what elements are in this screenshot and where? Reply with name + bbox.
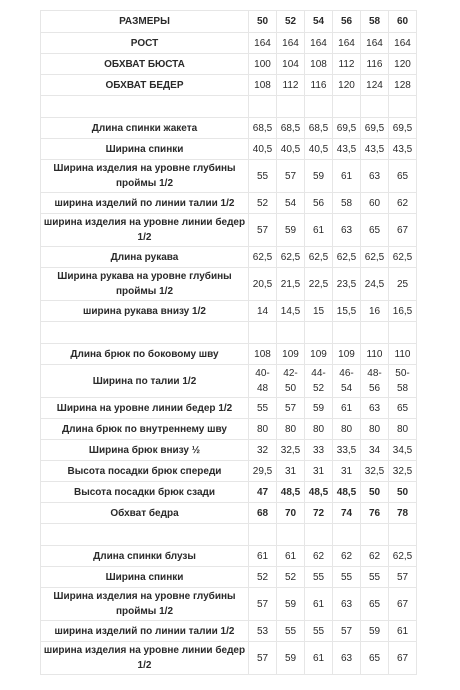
cell-value: 67 bbox=[389, 214, 417, 247]
cell-value bbox=[249, 96, 277, 118]
cell-value: 60 bbox=[361, 193, 389, 214]
table-row bbox=[41, 33, 417, 54]
row-label: Ширина брюк внизу ½ bbox=[41, 440, 249, 461]
cell-value: 69,5 bbox=[361, 118, 389, 139]
cell-value: 62,5 bbox=[305, 247, 333, 268]
cell-value: 21,5 bbox=[277, 268, 305, 301]
cell-value: 61 bbox=[305, 214, 333, 247]
table-row bbox=[41, 118, 417, 139]
row-label: Длина рукава bbox=[41, 247, 249, 268]
cell-value: 63 bbox=[361, 398, 389, 419]
cell-value: 62,5 bbox=[277, 247, 305, 268]
cell-value: 42-50 bbox=[277, 365, 305, 398]
cell-value: 14,5 bbox=[277, 301, 305, 322]
table-row bbox=[41, 621, 417, 642]
cell-value: 62 bbox=[389, 193, 417, 214]
row-label: Длина брюк по боковому шву bbox=[41, 344, 249, 365]
row-label: Ширина спинки bbox=[41, 139, 249, 160]
cell-value: 80 bbox=[277, 419, 305, 440]
cell-value: 50 bbox=[389, 482, 417, 503]
cell-value: 112 bbox=[277, 75, 305, 96]
cell-value: 164 bbox=[277, 33, 305, 54]
size-header: 54 bbox=[305, 11, 333, 33]
size-table bbox=[40, 10, 417, 675]
cell-value: 69,5 bbox=[333, 118, 361, 139]
cell-value: 65 bbox=[361, 642, 389, 675]
cell-value: 128 bbox=[389, 75, 417, 96]
cell-value: 63 bbox=[333, 214, 361, 247]
row-label: Длина спинки блузы bbox=[41, 546, 249, 567]
cell-value: 59 bbox=[277, 588, 305, 621]
cell-value bbox=[305, 524, 333, 546]
cell-value: 57 bbox=[277, 398, 305, 419]
cell-value: 62,5 bbox=[249, 247, 277, 268]
cell-value: 54 bbox=[277, 193, 305, 214]
cell-value bbox=[305, 322, 333, 344]
cell-value: 68,5 bbox=[277, 118, 305, 139]
table-row bbox=[41, 214, 417, 247]
cell-value: 43,5 bbox=[389, 139, 417, 160]
cell-value: 32 bbox=[249, 440, 277, 461]
cell-value: 47 bbox=[249, 482, 277, 503]
cell-value bbox=[277, 322, 305, 344]
cell-value: 48,5 bbox=[305, 482, 333, 503]
cell-value: 110 bbox=[361, 344, 389, 365]
table-row bbox=[41, 365, 417, 398]
cell-value: 52 bbox=[277, 567, 305, 588]
cell-value: 65 bbox=[389, 398, 417, 419]
cell-value: 24,5 bbox=[361, 268, 389, 301]
cell-value: 59 bbox=[305, 398, 333, 419]
cell-value bbox=[277, 524, 305, 546]
cell-value: 116 bbox=[361, 54, 389, 75]
cell-value: 33 bbox=[305, 440, 333, 461]
cell-value: 53 bbox=[249, 621, 277, 642]
spacer-row bbox=[41, 524, 417, 546]
row-label: Длина спинки жакета bbox=[41, 118, 249, 139]
table-row bbox=[41, 247, 417, 268]
table-row bbox=[41, 503, 417, 524]
cell-value bbox=[333, 96, 361, 118]
cell-value: 32,5 bbox=[277, 440, 305, 461]
row-label: ширина изделий по линии талии 1/2 bbox=[41, 621, 249, 642]
cell-value: 52 bbox=[249, 567, 277, 588]
row-label: ОБХВАТ БЮСТА bbox=[41, 54, 249, 75]
cell-value: 61 bbox=[305, 642, 333, 675]
cell-value: 61 bbox=[249, 546, 277, 567]
cell-value: 63 bbox=[333, 642, 361, 675]
cell-value: 59 bbox=[277, 642, 305, 675]
cell-value: 34,5 bbox=[389, 440, 417, 461]
cell-value: 62,5 bbox=[389, 247, 417, 268]
row-label: Ширина изделия на уровне глубины проймы 1/2 bbox=[41, 160, 249, 193]
cell-value bbox=[333, 322, 361, 344]
table-row bbox=[41, 482, 417, 503]
table-row bbox=[41, 301, 417, 322]
cell-value: 109 bbox=[333, 344, 361, 365]
table-row bbox=[41, 588, 417, 621]
cell-value: 63 bbox=[333, 588, 361, 621]
cell-value: 70 bbox=[277, 503, 305, 524]
cell-value bbox=[333, 524, 361, 546]
cell-value: 65 bbox=[389, 160, 417, 193]
cell-value: 40-48 bbox=[249, 365, 277, 398]
size-header: 52 bbox=[277, 11, 305, 33]
cell-value: 59 bbox=[361, 621, 389, 642]
cell-value: 164 bbox=[333, 33, 361, 54]
row-label: ОБХВАТ БЕДЕР bbox=[41, 75, 249, 96]
cell-value: 55 bbox=[249, 398, 277, 419]
cell-value bbox=[389, 322, 417, 344]
row-label bbox=[41, 524, 249, 546]
cell-value: 57 bbox=[249, 214, 277, 247]
table-row bbox=[41, 546, 417, 567]
cell-value: 61 bbox=[333, 398, 361, 419]
cell-value: 110 bbox=[389, 344, 417, 365]
cell-value: 62,5 bbox=[361, 247, 389, 268]
cell-value: 68,5 bbox=[249, 118, 277, 139]
cell-value: 108 bbox=[249, 344, 277, 365]
row-label: ширина изделия на уровне линии бедер 1/2 bbox=[41, 214, 249, 247]
cell-value: 48,5 bbox=[333, 482, 361, 503]
cell-value: 56 bbox=[305, 193, 333, 214]
row-label: Ширина на уровне линии бедер 1/2 bbox=[41, 398, 249, 419]
cell-value: 57 bbox=[333, 621, 361, 642]
row-label: РОСТ bbox=[41, 33, 249, 54]
cell-value: 34 bbox=[361, 440, 389, 461]
cell-value: 43,5 bbox=[361, 139, 389, 160]
cell-value bbox=[277, 96, 305, 118]
cell-value: 120 bbox=[389, 54, 417, 75]
row-label bbox=[41, 96, 249, 118]
cell-value: 104 bbox=[277, 54, 305, 75]
cell-value bbox=[389, 96, 417, 118]
row-label: Обхват бедра bbox=[41, 503, 249, 524]
cell-value: 62 bbox=[361, 546, 389, 567]
row-label: Высота посадки брюк спереди bbox=[41, 461, 249, 482]
cell-value: 61 bbox=[333, 160, 361, 193]
row-label: Ширина изделия на уровне глубины проймы 1/2 bbox=[41, 588, 249, 621]
cell-value: 40,5 bbox=[305, 139, 333, 160]
cell-value: 65 bbox=[361, 588, 389, 621]
table-row bbox=[41, 75, 417, 96]
cell-value bbox=[249, 322, 277, 344]
cell-value: 63 bbox=[361, 160, 389, 193]
header-row bbox=[41, 11, 417, 33]
size-header: 50 bbox=[249, 11, 277, 33]
header-label: РАЗМЕРЫ bbox=[41, 11, 249, 33]
table-row bbox=[41, 139, 417, 160]
cell-value: 109 bbox=[277, 344, 305, 365]
cell-value bbox=[249, 524, 277, 546]
table-row bbox=[41, 160, 417, 193]
size-header: 56 bbox=[333, 11, 361, 33]
cell-value: 108 bbox=[249, 75, 277, 96]
cell-value: 16,5 bbox=[389, 301, 417, 322]
cell-value: 124 bbox=[361, 75, 389, 96]
cell-value: 120 bbox=[333, 75, 361, 96]
cell-value: 55 bbox=[305, 567, 333, 588]
cell-value: 48-56 bbox=[361, 365, 389, 398]
cell-value: 31 bbox=[277, 461, 305, 482]
cell-value: 108 bbox=[305, 54, 333, 75]
cell-value: 40,5 bbox=[249, 139, 277, 160]
cell-value: 22,5 bbox=[305, 268, 333, 301]
cell-value: 20,5 bbox=[249, 268, 277, 301]
table-row bbox=[41, 440, 417, 461]
cell-value bbox=[361, 322, 389, 344]
cell-value: 50 bbox=[361, 482, 389, 503]
cell-value: 164 bbox=[361, 33, 389, 54]
row-label: Ширина по талии 1/2 bbox=[41, 365, 249, 398]
cell-value: 15 bbox=[305, 301, 333, 322]
cell-value: 67 bbox=[389, 588, 417, 621]
table-row bbox=[41, 398, 417, 419]
row-label: Высота посадки брюк сзади bbox=[41, 482, 249, 503]
spacer-row bbox=[41, 322, 417, 344]
cell-value: 69,5 bbox=[389, 118, 417, 139]
cell-value: 112 bbox=[333, 54, 361, 75]
cell-value: 15,5 bbox=[333, 301, 361, 322]
cell-value: 55 bbox=[277, 621, 305, 642]
table-row bbox=[41, 268, 417, 301]
cell-value: 40,5 bbox=[277, 139, 305, 160]
cell-value: 65 bbox=[361, 214, 389, 247]
cell-value: 31 bbox=[305, 461, 333, 482]
cell-value: 58 bbox=[333, 193, 361, 214]
size-header: 58 bbox=[361, 11, 389, 33]
cell-value: 164 bbox=[249, 33, 277, 54]
cell-value: 78 bbox=[389, 503, 417, 524]
cell-value bbox=[389, 524, 417, 546]
cell-value: 164 bbox=[389, 33, 417, 54]
cell-value: 55 bbox=[361, 567, 389, 588]
cell-value: 57 bbox=[277, 160, 305, 193]
cell-value: 52 bbox=[249, 193, 277, 214]
table-row bbox=[41, 419, 417, 440]
cell-value: 55 bbox=[305, 621, 333, 642]
cell-value: 25 bbox=[389, 268, 417, 301]
cell-value: 80 bbox=[361, 419, 389, 440]
table-row bbox=[41, 344, 417, 365]
cell-value: 68,5 bbox=[305, 118, 333, 139]
table-row bbox=[41, 193, 417, 214]
cell-value: 74 bbox=[333, 503, 361, 524]
cell-value: 32,5 bbox=[361, 461, 389, 482]
cell-value: 109 bbox=[305, 344, 333, 365]
row-label bbox=[41, 322, 249, 344]
cell-value: 50-58 bbox=[389, 365, 417, 398]
row-label: Ширина спинки bbox=[41, 567, 249, 588]
cell-value: 59 bbox=[277, 214, 305, 247]
row-label: Ширина рукава на уровне глубины проймы 1/2 bbox=[41, 268, 249, 301]
spacer-row bbox=[41, 96, 417, 118]
table-body bbox=[41, 33, 417, 675]
cell-value: 59 bbox=[305, 160, 333, 193]
cell-value bbox=[361, 524, 389, 546]
cell-value: 44-52 bbox=[305, 365, 333, 398]
row-label: ширина изделия на уровне линии бедер 1/2 bbox=[41, 642, 249, 675]
row-label: ширина рукава внизу 1/2 bbox=[41, 301, 249, 322]
cell-value: 100 bbox=[249, 54, 277, 75]
cell-value: 116 bbox=[305, 75, 333, 96]
cell-value: 46-54 bbox=[333, 365, 361, 398]
cell-value: 57 bbox=[249, 588, 277, 621]
cell-value bbox=[305, 96, 333, 118]
cell-value: 31 bbox=[333, 461, 361, 482]
cell-value bbox=[361, 96, 389, 118]
cell-value: 62,5 bbox=[333, 247, 361, 268]
cell-value: 62 bbox=[305, 546, 333, 567]
row-label: ширина изделий по линии талии 1/2 bbox=[41, 193, 249, 214]
cell-value: 164 bbox=[305, 33, 333, 54]
cell-value: 32,5 bbox=[389, 461, 417, 482]
cell-value: 33,5 bbox=[333, 440, 361, 461]
cell-value: 80 bbox=[249, 419, 277, 440]
table-row bbox=[41, 461, 417, 482]
cell-value: 68 bbox=[249, 503, 277, 524]
cell-value: 80 bbox=[305, 419, 333, 440]
cell-value: 61 bbox=[305, 588, 333, 621]
size-header: 60 bbox=[389, 11, 417, 33]
cell-value: 80 bbox=[389, 419, 417, 440]
cell-value: 62 bbox=[333, 546, 361, 567]
cell-value: 67 bbox=[389, 642, 417, 675]
cell-value: 57 bbox=[389, 567, 417, 588]
cell-value: 48,5 bbox=[277, 482, 305, 503]
table-row bbox=[41, 642, 417, 675]
cell-value: 57 bbox=[249, 642, 277, 675]
cell-value: 29,5 bbox=[249, 461, 277, 482]
cell-value: 55 bbox=[333, 567, 361, 588]
cell-value: 43,5 bbox=[333, 139, 361, 160]
cell-value: 16 bbox=[361, 301, 389, 322]
table-row bbox=[41, 567, 417, 588]
cell-value: 76 bbox=[361, 503, 389, 524]
cell-value: 61 bbox=[389, 621, 417, 642]
cell-value: 62,5 bbox=[389, 546, 417, 567]
cell-value: 72 bbox=[305, 503, 333, 524]
size-chart bbox=[40, 10, 416, 675]
cell-value: 14 bbox=[249, 301, 277, 322]
cell-value: 23,5 bbox=[333, 268, 361, 301]
row-label: Длина брюк по внутреннему шву bbox=[41, 419, 249, 440]
cell-value: 80 bbox=[333, 419, 361, 440]
cell-value: 55 bbox=[249, 160, 277, 193]
cell-value: 61 bbox=[277, 546, 305, 567]
table-row bbox=[41, 54, 417, 75]
